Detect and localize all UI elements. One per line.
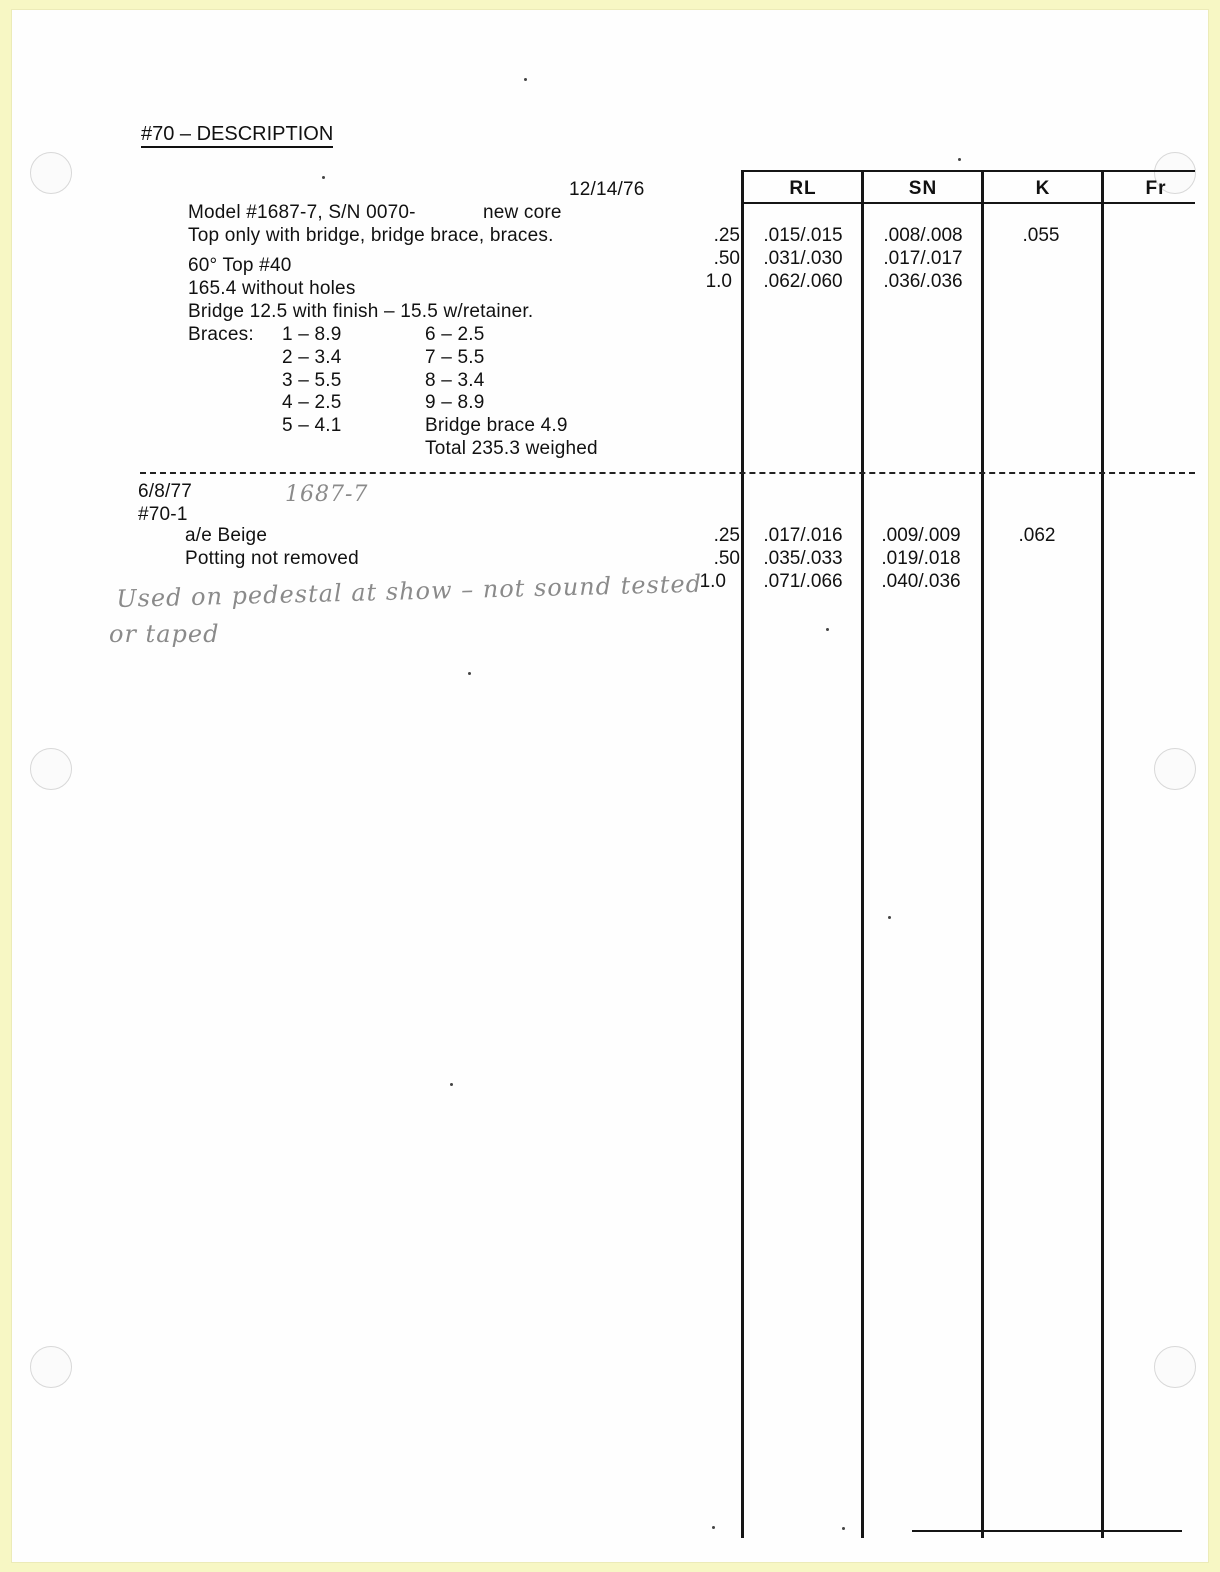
binder-hole-icon xyxy=(1154,1346,1196,1388)
entry-date: 6/8/77 xyxy=(138,481,193,502)
column-header-k: K xyxy=(1035,178,1051,199)
handwritten-model-number: 1687-7 xyxy=(285,482,369,507)
level-value: 1.0 xyxy=(699,571,726,592)
rl-cell: .071/.066 xyxy=(763,571,843,592)
page-title: #70 – DESCRIPTION xyxy=(141,123,333,148)
table-header-rule xyxy=(743,202,1195,204)
level-value: .50 xyxy=(713,248,740,269)
scan-speck xyxy=(322,176,325,179)
binder-hole-icon xyxy=(30,748,72,790)
scan-speck xyxy=(524,78,527,81)
column-divider xyxy=(1101,170,1104,1538)
rl-cell: .035/.033 xyxy=(763,548,843,569)
brace-value: 3 – 5.5 xyxy=(282,370,342,391)
description-line: 60° Top #40 xyxy=(188,255,292,276)
rl-cell: .015/.015 xyxy=(763,225,843,246)
level-value: .50 xyxy=(713,548,740,569)
bridge-brace-value: Bridge brace 4.9 xyxy=(425,415,568,436)
description-line: Top only with bridge, bridge brace, braces. xyxy=(188,225,554,246)
rl-cell: .017/.016 xyxy=(763,525,843,546)
level-value: .25 xyxy=(713,225,740,246)
sn-cell: .017/.017 xyxy=(883,248,963,269)
scan-speck xyxy=(450,1083,453,1086)
model-line: Model #1687-7, S/N 0070- xyxy=(188,202,416,223)
sn-cell: .009/.009 xyxy=(881,525,961,546)
binder-hole-icon xyxy=(30,1346,72,1388)
k-cell: .062 xyxy=(1018,525,1056,546)
binder-hole-icon xyxy=(1154,748,1196,790)
entry-id: #70-1 xyxy=(138,504,188,525)
entry-separator xyxy=(140,472,1195,474)
braces-label: Braces: xyxy=(188,324,254,345)
scan-speck xyxy=(888,916,891,919)
brace-value: 9 – 8.9 xyxy=(425,392,485,413)
sn-cell: .036/.036 xyxy=(883,271,963,292)
handwritten-note: or taped xyxy=(109,620,220,648)
scan-speck xyxy=(958,158,961,161)
entry-date: 12/14/76 xyxy=(569,179,645,200)
brace-value: 6 – 2.5 xyxy=(425,324,485,345)
sn-cell: .040/.036 xyxy=(881,571,961,592)
column-header-sn: SN xyxy=(908,178,938,199)
bottom-rule xyxy=(912,1530,1182,1532)
rl-cell: .062/.060 xyxy=(763,271,843,292)
rl-cell: .031/.030 xyxy=(763,248,843,269)
description-line: 165.4 without holes xyxy=(188,278,356,299)
scan-speck xyxy=(468,672,471,675)
brace-value: 8 – 3.4 xyxy=(425,370,485,391)
brace-value: 4 – 2.5 xyxy=(282,392,342,413)
scan-speck xyxy=(712,1526,715,1529)
handwritten-note: Used on pedestal at show – not sound tested xyxy=(116,569,703,613)
brace-value: 1 – 8.9 xyxy=(282,324,342,345)
k-cell: .055 xyxy=(1022,225,1060,246)
level-value: .25 xyxy=(713,525,740,546)
column-header-fr: Fr xyxy=(1145,178,1167,199)
level-value: 1.0 xyxy=(705,271,732,292)
description-line: a/e Beige xyxy=(185,525,268,546)
scan-speck xyxy=(826,628,829,631)
table-top-rule xyxy=(743,170,1195,172)
core-note: new core xyxy=(483,202,562,223)
document-page xyxy=(12,10,1208,1562)
brace-value: 2 – 3.4 xyxy=(282,347,342,368)
description-line: Bridge 12.5 with finish – 15.5 w/retainer. xyxy=(188,301,534,322)
brace-value: 5 – 4.1 xyxy=(282,415,342,436)
description-line: Potting not removed xyxy=(185,548,359,569)
column-divider xyxy=(981,170,984,1538)
binder-hole-icon xyxy=(30,152,72,194)
total-weight: Total 235.3 weighed xyxy=(425,438,598,459)
column-header-rl: RL xyxy=(789,178,817,199)
column-divider xyxy=(741,170,744,1538)
sn-cell: .008/.008 xyxy=(883,225,963,246)
scan-speck xyxy=(842,1527,845,1530)
column-divider xyxy=(861,170,864,1538)
sn-cell: .019/.018 xyxy=(881,548,961,569)
brace-value: 7 – 5.5 xyxy=(425,347,485,368)
